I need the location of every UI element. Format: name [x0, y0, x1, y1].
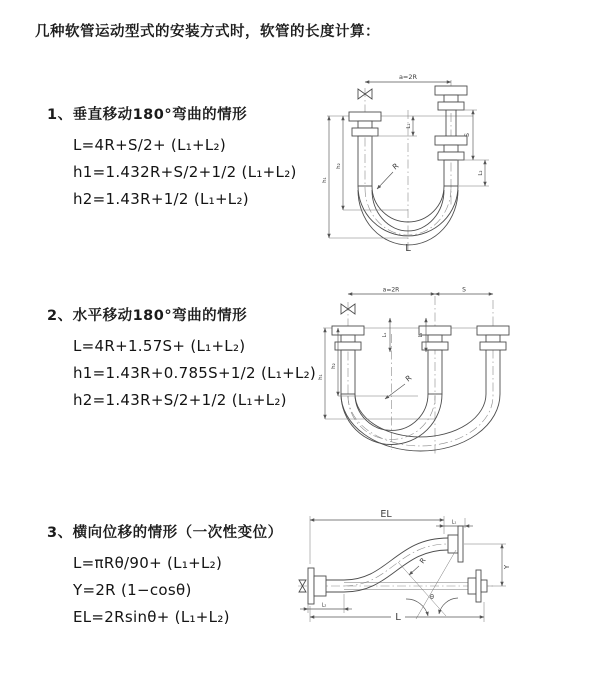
dim-top-width — [365, 73, 451, 82]
formula-2-length: L=4R+1.57S+ (L₁+L₂) — [73, 337, 246, 355]
dim-fitting-top — [436, 518, 473, 528]
section-1 — [47, 103, 297, 216]
section-3 — [47, 521, 283, 634]
formula-1-h2: h2=1.43R+1/2 (L₁+L₂) — [73, 190, 249, 208]
dim-label-y: Y — [503, 564, 511, 570]
dim-travel — [435, 287, 493, 295]
dim-label-radius: R — [403, 373, 414, 384]
left-flange — [349, 112, 381, 136]
dim-label-s: S — [464, 133, 471, 137]
dim-label-l2: L₂ — [478, 170, 484, 176]
dim-fitting-left — [382, 318, 390, 352]
diagram-vertical-bend — [313, 68, 563, 260]
dim-label-l1: L₁ — [382, 332, 388, 338]
dim-label-h1: h₁ — [322, 177, 328, 183]
dim-label-theta: θ — [430, 593, 434, 601]
right-flange-upper — [435, 86, 467, 110]
dim-fitting-right — [459, 160, 489, 186]
s-curve-hose — [326, 538, 448, 592]
formula-3-el: EL=2Rsinθ+ (L₁+L₂) — [73, 608, 230, 626]
dim-label-h1: h₁ — [318, 374, 324, 380]
upper-flange — [448, 526, 463, 562]
horizontal-bend-drawing — [313, 282, 577, 462]
formula-1-length: L=4R+S/2+ (L₁+L₂) — [73, 136, 227, 154]
dim-label-l2: L₂ — [321, 602, 327, 609]
dim-label-l1: L₁ — [451, 519, 457, 526]
formula-1-h1: h1=1.432R+S/2+1/2 (L₁+L₂) — [73, 163, 297, 181]
section-2-heading: 2、水平移动180°弯曲的情形 — [47, 308, 248, 324]
formula-3-y: Y=2R (1−cosθ) — [73, 581, 192, 599]
dim-label-el: EL — [380, 509, 392, 520]
lateral-displacement-drawing — [298, 504, 600, 656]
left-flange — [332, 326, 364, 350]
diagram-lateral-displacement — [298, 504, 600, 656]
formula-2-h1: h1=1.43R+0.785S+1/2 (L₁+L₂) — [73, 364, 317, 382]
radius-callout — [377, 161, 400, 189]
radius-callout — [385, 373, 413, 399]
dim-label-l2: L₂ — [418, 332, 424, 338]
dim-label-radius: R — [418, 556, 428, 566]
dim-top-width — [348, 287, 435, 295]
u-bend-hose — [341, 394, 500, 451]
right-flange — [477, 326, 509, 350]
left-flange — [308, 568, 326, 604]
section-3-heading: 3、横向位移的情形（一次性变位） — [47, 525, 283, 541]
formula-2-h2: h2=1.43R+S/2+1/2 (L₁+L₂) — [73, 391, 287, 409]
dim-label-h2: h₂ — [331, 363, 337, 369]
dim-label-a2r: a=2R — [398, 73, 418, 81]
dim-label-radius: R — [390, 161, 401, 172]
dim-label-s: S — [462, 286, 466, 294]
dim-length — [310, 602, 484, 623]
dim-label-a2r: a=2R — [382, 286, 400, 294]
radius-callout — [409, 556, 428, 575]
diagram-horizontal-bend — [313, 282, 577, 462]
section-2 — [47, 304, 316, 417]
dim-label-length: L — [405, 243, 411, 254]
angle-construction — [398, 550, 458, 619]
page-title: 几种软管运动型式的安装方式时，软管的长度计算： — [35, 24, 380, 40]
right-flange-lower — [435, 136, 467, 160]
vertical-bend-drawing — [313, 68, 563, 260]
dim-label-h2: h₂ — [336, 163, 342, 169]
section-1-heading: 1、垂直移动180°弯曲的情形 — [47, 107, 248, 123]
dim-el — [310, 509, 444, 564]
dim-label-l1: L₁ — [406, 123, 412, 129]
dim-label-length: L — [395, 612, 401, 623]
formula-3-length: L=πRθ/90+ (L₁+L₂) — [73, 554, 223, 572]
